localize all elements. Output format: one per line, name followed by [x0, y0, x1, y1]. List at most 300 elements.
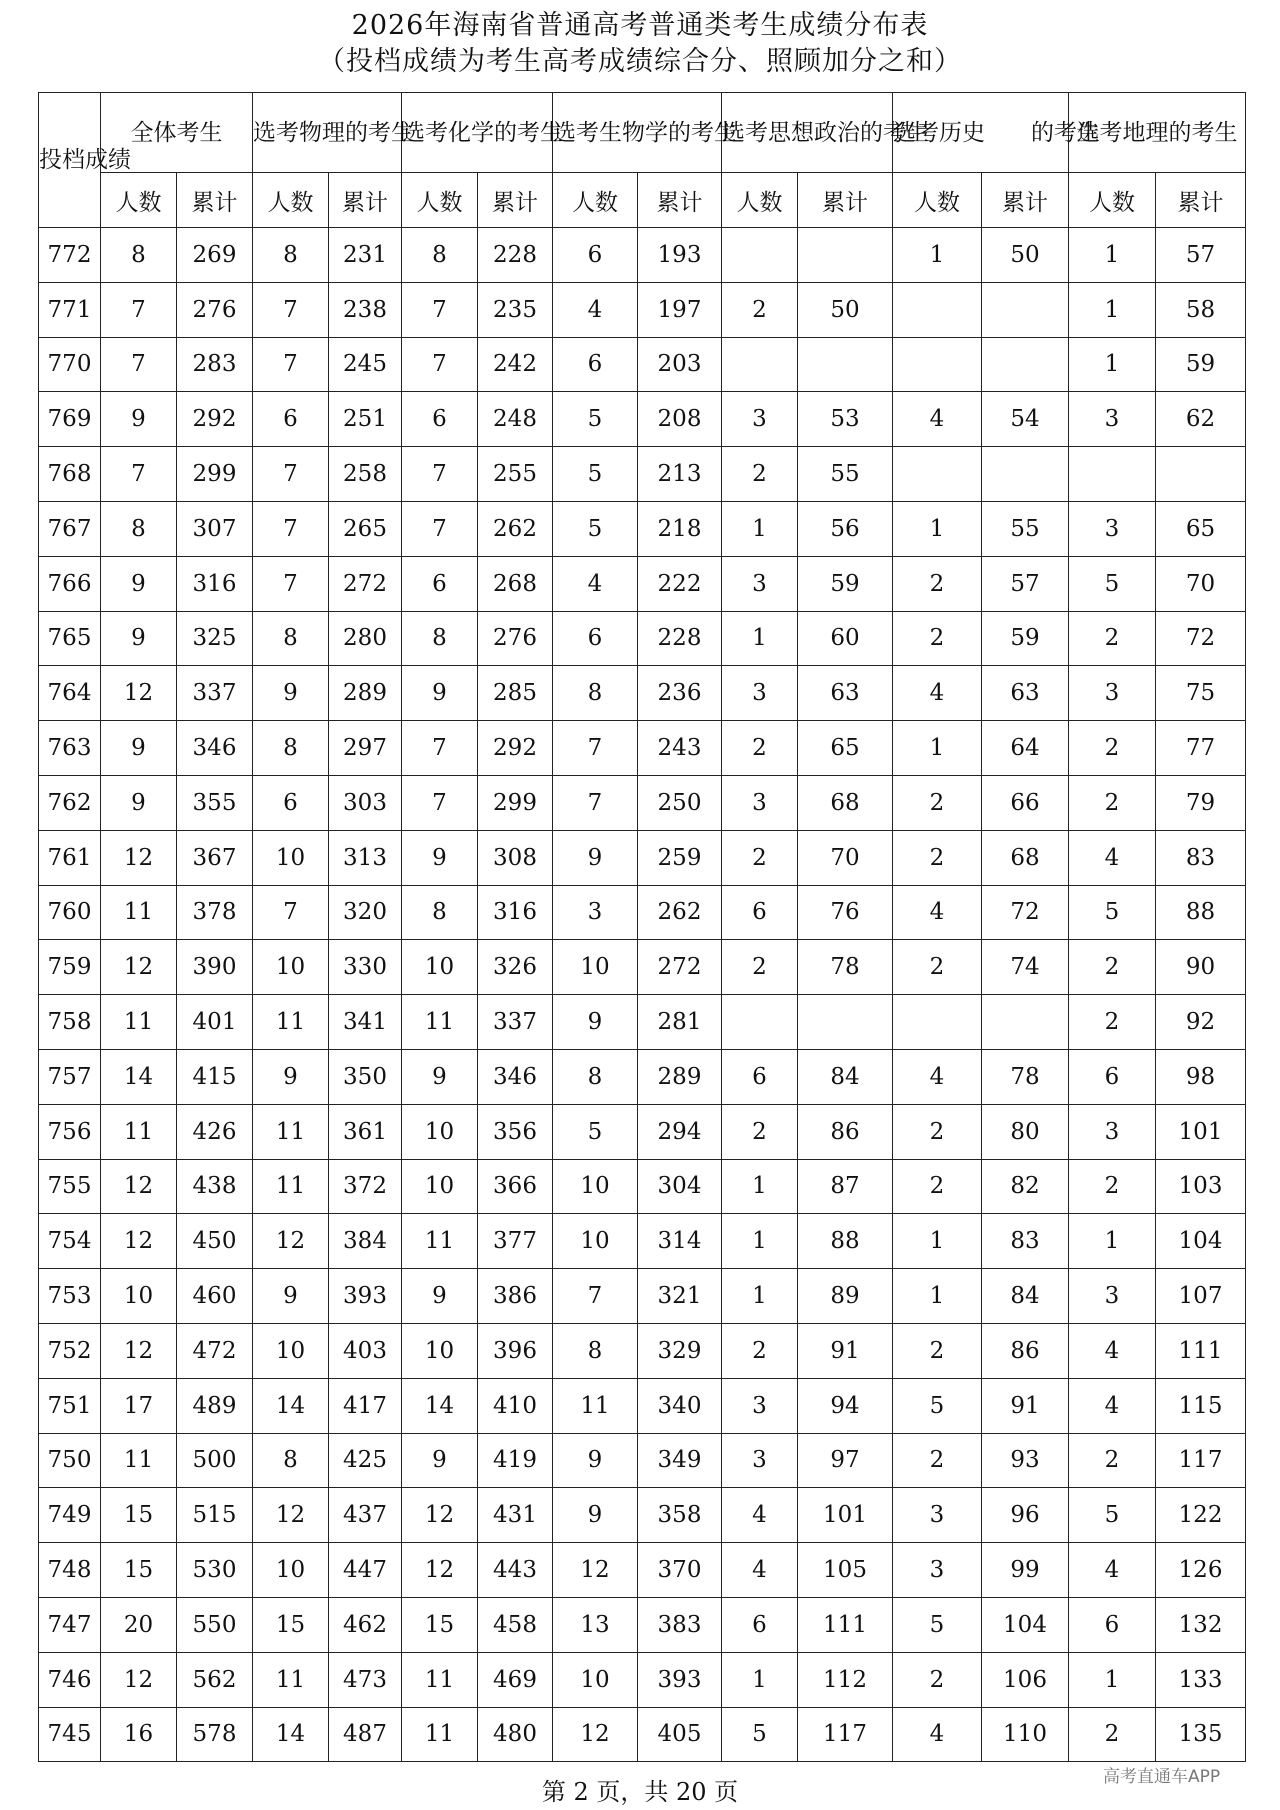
table-cell: 377: [478, 1214, 553, 1269]
table-cell: 248: [478, 392, 553, 447]
table-cell: 65: [1156, 501, 1246, 556]
table-cell: 308: [478, 830, 553, 885]
header-count: 人数: [893, 173, 982, 228]
table-cell: 2: [722, 721, 798, 776]
table-cell: 10: [402, 1104, 478, 1159]
table-cell: 12: [101, 940, 177, 995]
table-cell: 417: [329, 1378, 402, 1433]
table-cell: 83: [982, 1214, 1069, 1269]
table-row: [39, 1049, 1246, 1104]
table-cell: 2: [1069, 940, 1156, 995]
table-row: [39, 995, 1246, 1050]
table-cell: 12: [402, 1543, 478, 1598]
table-cell: 55: [982, 501, 1069, 556]
table-cell: 1: [722, 611, 798, 666]
table-cell: 14: [101, 1049, 177, 1104]
table-cell: 80: [982, 1104, 1069, 1159]
table-cell: 12: [253, 1214, 329, 1269]
table-cell: 111: [798, 1597, 893, 1652]
score-cell: 762: [39, 775, 101, 830]
table-cell: 7: [101, 282, 177, 337]
table-cell: 197: [638, 282, 722, 337]
table-cell: 76: [798, 885, 893, 940]
table-cell: 82: [982, 1159, 1069, 1214]
table-cell: 3: [722, 666, 798, 721]
table-cell: 289: [638, 1049, 722, 1104]
table-cell: 337: [177, 666, 253, 721]
table-cell: 63: [982, 666, 1069, 721]
table-cell: 285: [478, 666, 553, 721]
table-cell: 7: [253, 337, 329, 392]
table-cell: 6: [722, 1597, 798, 1652]
table-cell: 12: [101, 1652, 177, 1707]
table-cell: [798, 228, 893, 283]
table-cell: 70: [798, 830, 893, 885]
table-row: [39, 721, 1246, 776]
table-cell: 117: [798, 1707, 893, 1762]
score-cell: 756: [39, 1104, 101, 1159]
table-cell: 472: [177, 1323, 253, 1378]
table-cell: 8: [253, 611, 329, 666]
table-cell: 396: [478, 1323, 553, 1378]
table-cell: 349: [638, 1433, 722, 1488]
table-cell: 238: [329, 282, 402, 337]
table-row: [39, 1652, 1246, 1707]
table-cell: [798, 337, 893, 392]
table-row: [39, 337, 1246, 392]
table-cell: 297: [329, 721, 402, 776]
table-cell: 1: [1069, 337, 1156, 392]
table-cell: 5: [893, 1378, 982, 1433]
table-cell: 9: [253, 666, 329, 721]
table-cell: 62: [1156, 392, 1246, 447]
table-cell: 265: [329, 501, 402, 556]
table-cell: 10: [253, 1323, 329, 1378]
table-cell: 68: [798, 775, 893, 830]
table-cell: 106: [982, 1652, 1069, 1707]
table-cell: 4: [893, 666, 982, 721]
table-cell: 6: [253, 392, 329, 447]
table-cell: 7: [253, 556, 329, 611]
table-cell: 7: [253, 885, 329, 940]
table-cell: 1: [1069, 1652, 1156, 1707]
table-cell: 11: [402, 1707, 478, 1762]
table-cell: 8: [553, 1049, 638, 1104]
table-cell: 2: [893, 556, 982, 611]
table-cell: 56: [798, 501, 893, 556]
table-row: [39, 830, 1246, 885]
table-row: [39, 228, 1246, 283]
table-cell: 15: [101, 1488, 177, 1543]
header-cumulative: 累计: [177, 173, 253, 228]
table-cell: 7: [553, 721, 638, 776]
table-cell: 5: [553, 447, 638, 502]
table-cell: 346: [177, 721, 253, 776]
table-cell: 292: [177, 392, 253, 447]
table-cell: [893, 447, 982, 502]
table-row: [39, 1323, 1246, 1378]
table-row: [39, 556, 1246, 611]
table-row: [39, 775, 1246, 830]
table-cell: 281: [638, 995, 722, 1050]
table-cell: 4: [893, 885, 982, 940]
table-cell: 2: [1069, 775, 1156, 830]
table-cell: 11: [402, 995, 478, 1050]
table-cell: 10: [402, 1159, 478, 1214]
table-cell: [722, 995, 798, 1050]
table-cell: 7: [253, 282, 329, 337]
table-cell: 3: [722, 1433, 798, 1488]
table-row: [39, 1214, 1246, 1269]
table-cell: 5: [1069, 1488, 1156, 1543]
table-cell: 20: [101, 1597, 177, 1652]
table-cell: 5: [553, 392, 638, 447]
table-cell: 3: [893, 1488, 982, 1543]
score-cell: 759: [39, 940, 101, 995]
table-cell: 1: [893, 1214, 982, 1269]
table-cell: [893, 337, 982, 392]
table-cell: 7: [101, 337, 177, 392]
header-count: 人数: [253, 173, 329, 228]
table-cell: 4: [893, 1707, 982, 1762]
table-cell: 4: [1069, 1378, 1156, 1433]
table-cell: 1: [1069, 282, 1156, 337]
document-subtitle: （投档成绩为考生高考成绩综合分、照顾加分之和）: [318, 46, 962, 77]
table-cell: 3: [1069, 392, 1156, 447]
table-cell: 6: [553, 228, 638, 283]
table-cell: [893, 282, 982, 337]
score-cell: 751: [39, 1378, 101, 1433]
table-cell: 235: [478, 282, 553, 337]
table-cell: 425: [329, 1433, 402, 1488]
table-cell: 12: [101, 1159, 177, 1214]
table-cell: 3: [722, 392, 798, 447]
table-cell: 462: [329, 1597, 402, 1652]
table-cell: 91: [982, 1378, 1069, 1433]
table-cell: 14: [253, 1378, 329, 1433]
table-cell: 426: [177, 1104, 253, 1159]
table-cell: 393: [638, 1652, 722, 1707]
table-cell: 1: [893, 1269, 982, 1324]
table-cell: 1: [893, 721, 982, 776]
score-distribution-table: [38, 92, 1246, 1762]
table-cell: 283: [177, 337, 253, 392]
table-cell: 314: [638, 1214, 722, 1269]
table-cell: 245: [329, 337, 402, 392]
table-row: [39, 1707, 1246, 1762]
score-cell: 764: [39, 666, 101, 721]
score-cell: 748: [39, 1543, 101, 1598]
table-cell: 110: [982, 1707, 1069, 1762]
table-cell: 64: [982, 721, 1069, 776]
score-cell: 770: [39, 337, 101, 392]
table-cell: 98: [1156, 1049, 1246, 1104]
table-cell: 303: [329, 775, 402, 830]
table-row: [39, 666, 1246, 721]
table-cell: 236: [638, 666, 722, 721]
table-cell: 361: [329, 1104, 402, 1159]
table-cell: 1: [1069, 1214, 1156, 1269]
table-cell: 111: [1156, 1323, 1246, 1378]
table-cell: 8: [402, 885, 478, 940]
table-cell: 55: [798, 447, 893, 502]
table-cell: 5: [553, 1104, 638, 1159]
table-cell: 4: [722, 1488, 798, 1543]
table-cell: 2: [893, 1104, 982, 1159]
table-cell: 218: [638, 501, 722, 556]
table-cell: 9: [553, 830, 638, 885]
table-cell: 222: [638, 556, 722, 611]
table-cell: 6: [1069, 1049, 1156, 1104]
table-cell: 469: [478, 1652, 553, 1707]
score-cell: 760: [39, 885, 101, 940]
table-cell: 550: [177, 1597, 253, 1652]
score-cell: 757: [39, 1049, 101, 1104]
table-cell: 5: [553, 501, 638, 556]
table-cell: 10: [553, 1214, 638, 1269]
table-cell: 63: [798, 666, 893, 721]
table-cell: 11: [101, 995, 177, 1050]
table-cell: 3: [553, 885, 638, 940]
table-cell: 103: [1156, 1159, 1246, 1214]
header-count: 人数: [402, 173, 478, 228]
table-cell: 4: [553, 556, 638, 611]
table-cell: 289: [329, 666, 402, 721]
table-cell: 75: [1156, 666, 1246, 721]
table-cell: 135: [1156, 1707, 1246, 1762]
table-cell: 132: [1156, 1597, 1246, 1652]
table-cell: 3: [1069, 1104, 1156, 1159]
table-cell: 2: [893, 775, 982, 830]
table-cell: 1: [722, 1214, 798, 1269]
table-cell: 473: [329, 1652, 402, 1707]
table-cell: 7: [253, 501, 329, 556]
table-cell: 11: [253, 1652, 329, 1707]
table-cell: 8: [402, 228, 478, 283]
table-cell: 5: [893, 1597, 982, 1652]
table-cell: 487: [329, 1707, 402, 1762]
table-cell: 9: [402, 1049, 478, 1104]
header-cumulative: 累计: [1156, 173, 1246, 228]
table-cell: 2: [1069, 1707, 1156, 1762]
table-cell: 578: [177, 1707, 253, 1762]
table-cell: 2: [722, 830, 798, 885]
table-cell: 258: [329, 447, 402, 502]
table-cell: 7: [402, 447, 478, 502]
table-cell: 10: [402, 940, 478, 995]
table-cell: 2: [722, 282, 798, 337]
table-cell: 272: [638, 940, 722, 995]
table-cell: 14: [253, 1707, 329, 1762]
table-cell: 2: [722, 447, 798, 502]
table-cell: 9: [402, 830, 478, 885]
table-cell: 320: [329, 885, 402, 940]
table-cell: 6: [553, 611, 638, 666]
table-cell: [893, 995, 982, 1050]
table-cell: 57: [982, 556, 1069, 611]
score-cell: 771: [39, 282, 101, 337]
table-cell: 242: [478, 337, 553, 392]
header-cumulative: 累计: [638, 173, 722, 228]
table-cell: 366: [478, 1159, 553, 1214]
table-cell: 4: [553, 282, 638, 337]
table-cell: 4: [1069, 1323, 1156, 1378]
table-row: [39, 1433, 1246, 1488]
table-cell: 58: [1156, 282, 1246, 337]
table-cell: 383: [638, 1597, 722, 1652]
table-cell: 401: [177, 995, 253, 1050]
table-cell: 326: [478, 940, 553, 995]
header-group: 全体考生: [101, 93, 253, 173]
table-cell: 346: [478, 1049, 553, 1104]
score-cell: 747: [39, 1597, 101, 1652]
table-cell: 3: [893, 1543, 982, 1598]
table-cell: 443: [478, 1543, 553, 1598]
table-cell: 4: [1069, 830, 1156, 885]
table-cell: 10: [253, 830, 329, 885]
table-cell: 390: [177, 940, 253, 995]
table-cell: 11: [402, 1652, 478, 1707]
table-row: [39, 611, 1246, 666]
table-cell: [798, 995, 893, 1050]
table-cell: 325: [177, 611, 253, 666]
table-cell: 117: [1156, 1433, 1246, 1488]
table-cell: 7: [553, 775, 638, 830]
table-cell: 3: [722, 1378, 798, 1433]
table-row: [39, 447, 1246, 502]
table-cell: 96: [982, 1488, 1069, 1543]
watermark: 高考直通车APP: [1103, 1767, 1221, 1787]
table-cell: 91: [798, 1323, 893, 1378]
table-cell: 10: [553, 940, 638, 995]
table-cell: 77: [1156, 721, 1246, 776]
table-cell: 251: [329, 392, 402, 447]
table-cell: 2: [893, 1323, 982, 1378]
table-cell: 2: [893, 611, 982, 666]
table-cell: 122: [1156, 1488, 1246, 1543]
table-cell: 2: [893, 1159, 982, 1214]
table-cell: 50: [798, 282, 893, 337]
score-cell: 761: [39, 830, 101, 885]
table-cell: 105: [798, 1543, 893, 1598]
table-cell: 276: [478, 611, 553, 666]
table-cell: 2: [1069, 611, 1156, 666]
table-cell: 2: [722, 940, 798, 995]
table-cell: 5: [1069, 885, 1156, 940]
table-cell: 12: [553, 1543, 638, 1598]
table-cell: 460: [177, 1269, 253, 1324]
table-cell: 59: [798, 556, 893, 611]
table-cell: 1: [893, 228, 982, 283]
table-cell: 276: [177, 282, 253, 337]
table-cell: 88: [1156, 885, 1246, 940]
table-cell: 57: [1156, 228, 1246, 283]
table-row: [39, 282, 1246, 337]
table-cell: 9: [553, 1433, 638, 1488]
table-cell: 8: [101, 228, 177, 283]
table-cell: 2: [893, 1652, 982, 1707]
table-cell: 372: [329, 1159, 402, 1214]
table-cell: 280: [329, 611, 402, 666]
table-cell: 378: [177, 885, 253, 940]
table-cell: 12: [402, 1488, 478, 1543]
table-cell: 272: [329, 556, 402, 611]
table-cell: 11: [101, 1433, 177, 1488]
table-cell: 6: [402, 556, 478, 611]
page-footer: 第 2 页，共 20 页: [541, 1778, 739, 1806]
table-cell: 321: [638, 1269, 722, 1324]
table-cell: 259: [638, 830, 722, 885]
table-cell: 88: [798, 1214, 893, 1269]
table-cell: 89: [798, 1269, 893, 1324]
header-count: 人数: [1069, 173, 1156, 228]
table-cell: 2: [1069, 721, 1156, 776]
header-count: 人数: [101, 173, 177, 228]
score-cell: 752: [39, 1323, 101, 1378]
table-cell: [982, 282, 1069, 337]
table-cell: [982, 447, 1069, 502]
table-cell: 4: [1069, 1543, 1156, 1598]
table-row: [39, 1597, 1246, 1652]
table-body: [39, 228, 1246, 1762]
header-score: 投档成绩: [39, 93, 101, 228]
table-cell: 8: [253, 721, 329, 776]
table-cell: 431: [478, 1488, 553, 1543]
table-cell: 11: [253, 995, 329, 1050]
table-cell: 268: [478, 556, 553, 611]
table-cell: 405: [638, 1707, 722, 1762]
table-cell: 13: [553, 1597, 638, 1652]
table-cell: 6: [722, 885, 798, 940]
table-cell: 10: [101, 1269, 177, 1324]
table-cell: 6: [253, 775, 329, 830]
table-cell: 9: [402, 1269, 478, 1324]
table-cell: 7: [402, 337, 478, 392]
header-cumulative: 累计: [329, 173, 402, 228]
table-cell: 480: [478, 1707, 553, 1762]
table-cell: 68: [982, 830, 1069, 885]
table-cell: 1: [722, 501, 798, 556]
table-cell: 193: [638, 228, 722, 283]
table-cell: 9: [253, 1049, 329, 1104]
table-cell: 341: [329, 995, 402, 1050]
table-cell: 358: [638, 1488, 722, 1543]
table-cell: 458: [478, 1597, 553, 1652]
table-cell: 133: [1156, 1652, 1246, 1707]
table-cell: 3: [1069, 501, 1156, 556]
table-cell: 447: [329, 1543, 402, 1598]
score-cell: 753: [39, 1269, 101, 1324]
table-cell: 10: [253, 940, 329, 995]
table-cell: 438: [177, 1159, 253, 1214]
table-row: [39, 885, 1246, 940]
table-cell: 6: [553, 337, 638, 392]
table-cell: 65: [798, 721, 893, 776]
score-cell: 768: [39, 447, 101, 502]
table-cell: [722, 337, 798, 392]
table-cell: 330: [329, 940, 402, 995]
score-cell: 758: [39, 995, 101, 1050]
table-cell: 86: [798, 1104, 893, 1159]
table-cell: 386: [478, 1269, 553, 1324]
table-cell: 86: [982, 1323, 1069, 1378]
table-cell: 294: [638, 1104, 722, 1159]
table-cell: 94: [798, 1378, 893, 1433]
header-cumulative: 累计: [798, 173, 893, 228]
table-cell: 10: [553, 1652, 638, 1707]
table-cell: 1: [722, 1269, 798, 1324]
table-cell: 231: [329, 228, 402, 283]
